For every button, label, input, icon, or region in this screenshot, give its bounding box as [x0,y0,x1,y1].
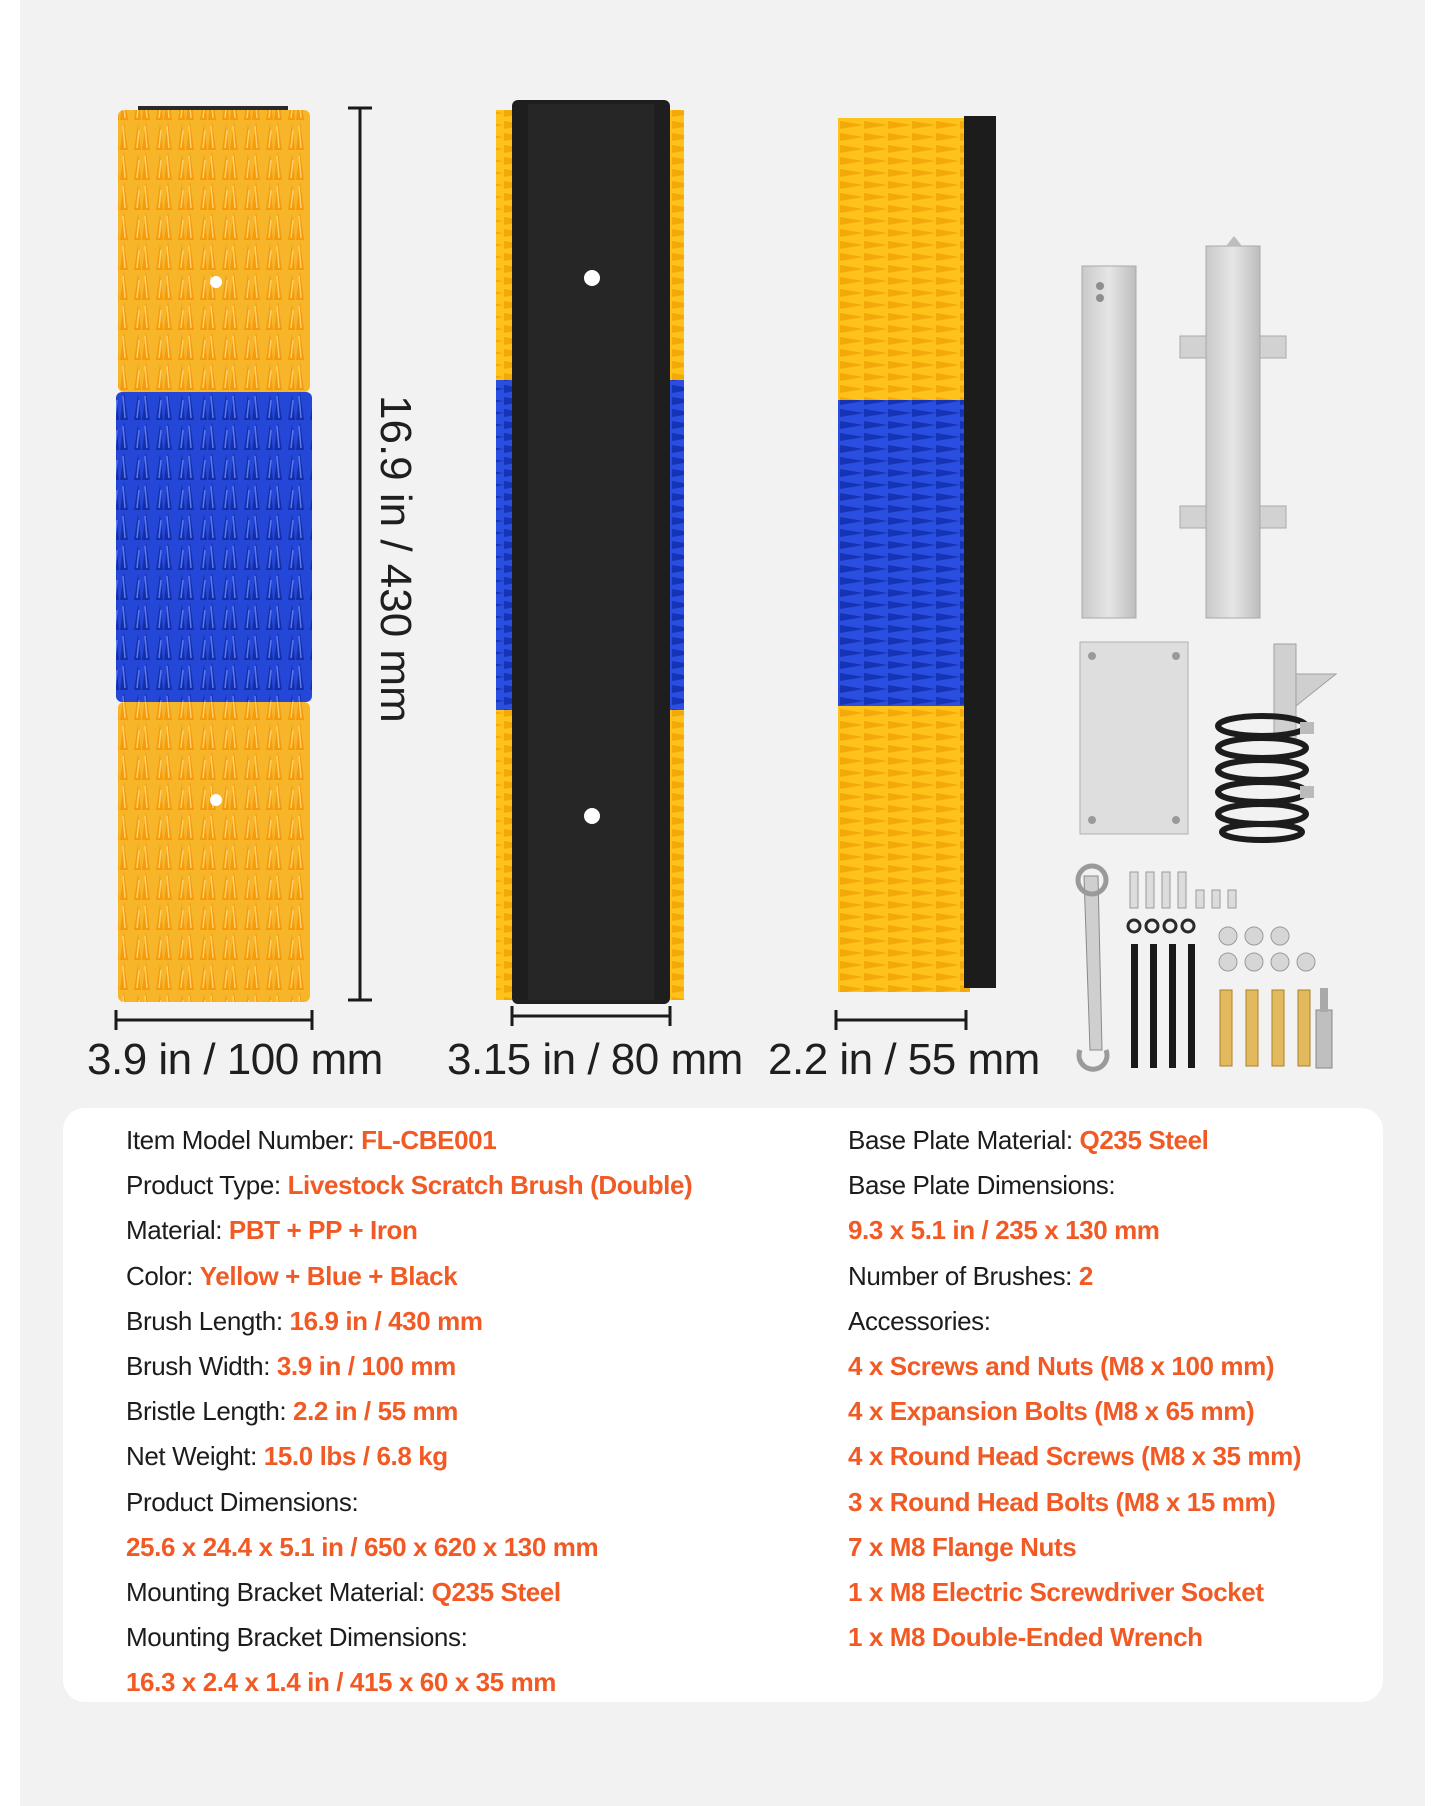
spec-bracket-material: Mounting Bracket Material: Q235 Steel [126,1576,561,1607]
specs-right-column [848,1118,1301,1660]
mounting-brackets [1082,236,1286,618]
brush-width-dimension: 3.9 in / 100 mm [87,1035,383,1084]
spec-product-dimensions-value: 25.6 x 24.4 x 5.1 in / 650 x 620 x 130 mm [126,1531,599,1562]
spec-brush-length: Brush Length: 16.9 in / 430 mm [126,1305,483,1336]
spec-product-dimensions-label: Product Dimensions: [126,1486,359,1517]
back-width-dimension: 3.15 in / 80 mm [447,1035,743,1084]
spec-bracket-dimensions-label: Mounting Bracket Dimensions: [126,1622,468,1653]
accessory-item: 4 x Screws and Nuts (M8 x 100 mm) [848,1350,1275,1381]
spec-base-plate-material: Base Plate Material: Q235 Steel [848,1125,1209,1155]
accessory-item: 1 x M8 Double-Ended Wrench [848,1622,1203,1653]
spec-accessories-label: Accessories: [848,1305,991,1336]
specifications-card [63,1108,1383,1702]
accessory-item: 4 x Expansion Bolts (M8 x 65 mm) [848,1396,1255,1427]
spec-model-number: Item Model Number: FL-CBE001 [126,1125,497,1155]
spec-bracket-dimensions-value: 16.3 x 2.4 x 1.4 in / 415 x 60 x 35 mm [126,1667,556,1698]
accessory-item: 4 x Round Head Screws (M8 x 35 mm) [848,1441,1302,1472]
spec-number-of-brushes: Number of Brushes: 2 [848,1260,1093,1291]
spec-brush-width: Brush Width: 3.9 in / 100 mm [126,1350,456,1381]
hardware-accessories [1078,866,1332,1069]
brush-length-dimension: 16.9 in / 430 mm [371,395,420,723]
brush-side-view [838,116,996,992]
brush-front-view [116,106,312,1002]
accessory-item: 3 x Round Head Bolts (M8 x 15 mm) [848,1486,1276,1517]
accessory-item: 1 x M8 Electric Screwdriver Socket [848,1576,1264,1607]
spec-color: Color: Yellow + Blue + Black [126,1260,458,1291]
spec-bristle-length: Bristle Length: 2.2 in / 55 mm [126,1396,458,1427]
spec-material: Material: PBT + PP + Iron [126,1215,418,1246]
accessory-item: 7 x M8 Flange Nuts [848,1531,1077,1562]
brush-back-view [496,100,684,1004]
base-plate-assembly [1080,642,1336,840]
spec-net-weight: Net Weight: 15.0 lbs / 6.8 kg [126,1441,448,1472]
spec-base-plate-dimensions-value: 9.3 x 5.1 in / 235 x 130 mm [848,1215,1160,1246]
spec-base-plate-dimensions-label: Base Plate Dimensions: [848,1170,1116,1201]
spec-product-type: Product Type: Livestock Scratch Brush (Double) [126,1170,693,1201]
bristle-length-dimension: 2.2 in / 55 mm [768,1035,1040,1084]
specs-left-column [126,1118,692,1705]
